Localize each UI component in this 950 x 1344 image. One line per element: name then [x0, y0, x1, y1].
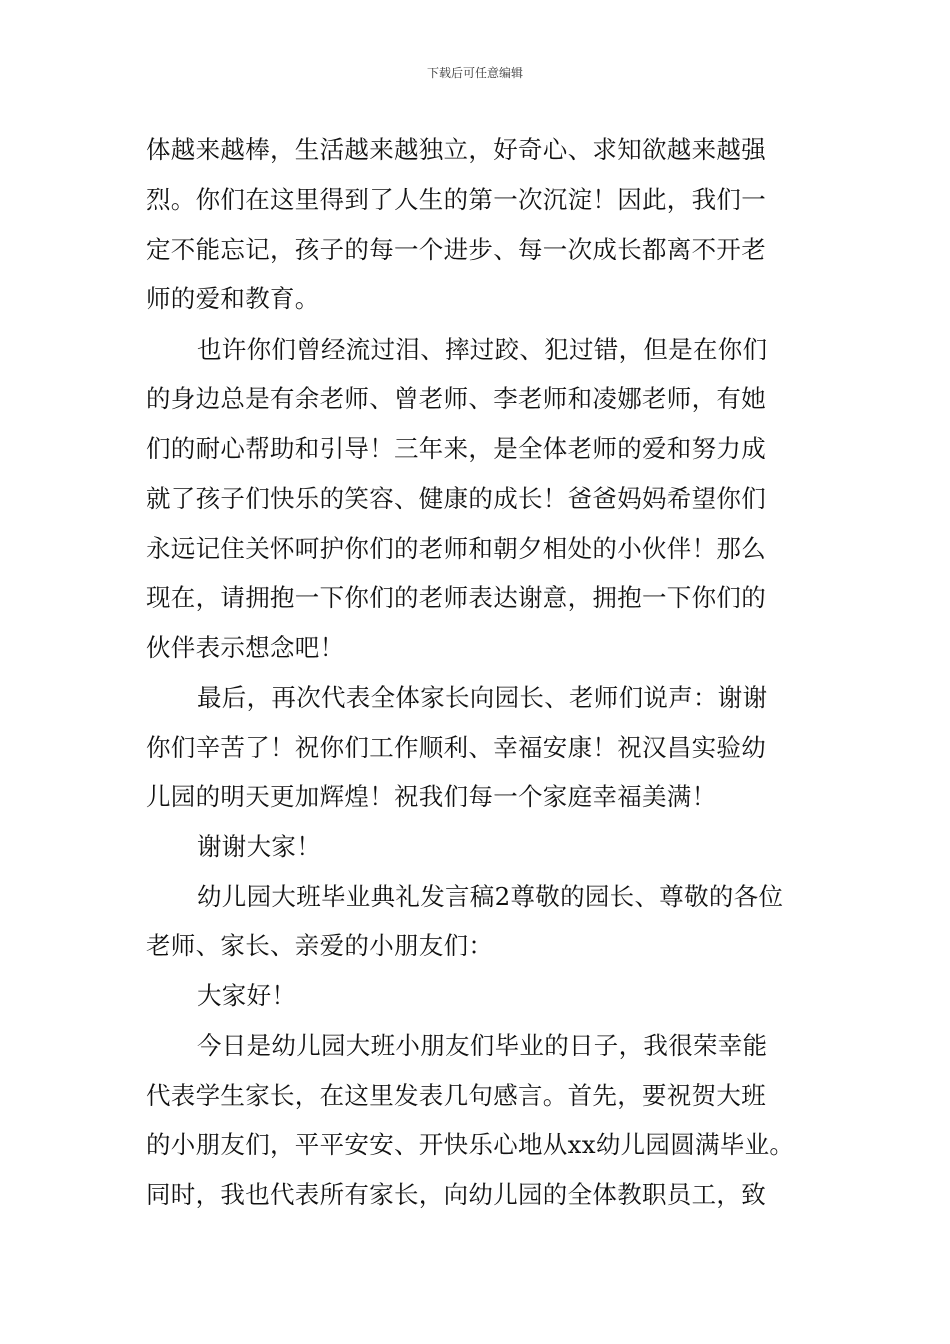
body-line: 伙伴表示想念吧！	[146, 633, 345, 662]
body-line: 也许你们曾经流过泪、摔过跤、犯过错，但是在你们	[197, 335, 768, 364]
body-line: 你们辛苦了！祝你们工作顺利、幸福安康！祝汉昌实验幼	[146, 733, 766, 762]
body-line: 同时，我也代表所有家长，向幼儿园的全体教职员工，致	[146, 1180, 766, 1209]
body-line: 大家好！	[197, 981, 297, 1010]
body-line: 代表学生家长，在这里发表几句感言。首先，要祝贺大班	[146, 1081, 766, 1110]
body-line: 永远记住关怀呵护你们的老师和朝夕相处的小伙伴！那么	[146, 534, 766, 563]
body-line: 定不能忘记，孩子的每一个进步、每一次成长都离不开老	[146, 235, 766, 264]
body-line: 烈。你们在这里得到了人生的第一次沉淀！因此，我们一	[146, 185, 766, 214]
body-line: 幼儿园大班毕业典礼发言稿2尊敬的园长、尊敬的各位	[197, 882, 784, 911]
body-line: 就了孩子们快乐的笑容、健康的成长！爸爸妈妈希望你们	[146, 484, 766, 513]
body-line: 最后，再次代表全体家长向园长、老师们说声：谢谢	[197, 683, 768, 712]
body-line: 谢谢大家！	[197, 832, 321, 861]
body-line: 现在，请拥抱一下你们的老师表达谢意，拥抱一下你们的	[146, 583, 766, 612]
page-header-note: 下载后可任意编辑	[426, 66, 523, 80]
body-line: 今日是幼儿园大班小朋友们毕业的日子，我很荣幸能	[197, 1031, 768, 1060]
body-line: 儿园的明天更加辉煌！祝我们每一个家庭幸福美满！	[146, 782, 717, 811]
body-line: 体越来越棒，生活越来越独立，好奇心、求知欲越来越强	[146, 135, 766, 164]
body-line: 们的耐心帮助和引导！三年来，是全体老师的爱和努力成	[146, 434, 766, 463]
body-line: 的小朋友们，平平安安、开快乐心地从xx幼儿园圆满毕业。	[146, 1130, 795, 1159]
body-line: 老师、家长、亲爱的小朋友们：	[146, 931, 494, 960]
body-line: 的身边总是有余老师、曾老师、李老师和凌娜老师，有她	[146, 384, 766, 413]
body-line: 师的爱和教育。	[146, 284, 320, 313]
